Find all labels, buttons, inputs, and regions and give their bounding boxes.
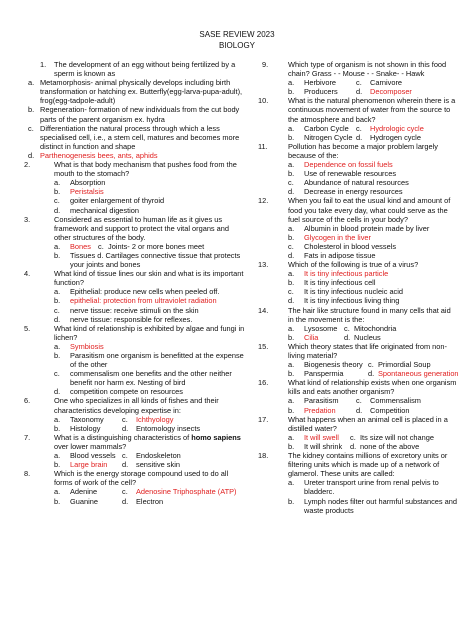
question-5 <box>24 324 246 397</box>
option-row-ac: a. Parasitism c. Commensalism <box>288 396 421 406</box>
option-b: b. It is tiny infectious cell <box>288 278 376 288</box>
option-d: Hydrogen cycle <box>370 132 421 142</box>
question-text: The development of an egg without being fertilized by a sperm is known as <box>54 60 236 79</box>
option-row-bd: b. Large brain d. sensitive skin <box>54 460 180 470</box>
option-c: Primordial Soup <box>378 360 431 370</box>
question-16 <box>258 378 458 414</box>
question-number: 11. <box>258 141 268 151</box>
option-text: Parthenogenesis bees, ants, aphids <box>40 150 158 160</box>
question-text: Considered as essential to human life as it gives us framework and support to protect the vital organs and other structures of the body. <box>54 214 230 242</box>
option-a: Herbivore <box>304 78 337 88</box>
question-text: One who specializes in all kinds of fishes and their characteristics developing expertise in: <box>54 396 219 415</box>
option-c: c. Cholesterol in blood vessels <box>288 241 397 251</box>
question-number: 18. <box>258 451 269 461</box>
option-b: Nitrogen Cycle <box>304 132 353 142</box>
option-row-bd: b. Predation d. Competition <box>288 405 410 415</box>
question-text: When you fail to eat the usual kind and amount of food you take every day, what could serve as the fuel source of the cells in your body? <box>288 196 451 224</box>
option-c-answer: Ichthyology <box>136 414 174 424</box>
option-d: Nucleus <box>354 332 381 342</box>
question-number: 15. <box>258 341 269 351</box>
option-row-ac: a. Biogenesis theory c. Primordial Soup <box>288 360 431 370</box>
option-row-bd: b. Cilia d. Nucleus <box>288 332 381 342</box>
option-b: Panspermia <box>304 369 344 379</box>
question-2 <box>24 160 246 215</box>
question-text: What is the natural phenomenon wherein there is a continuous movement of water from the source to the atmosphere and back? <box>288 96 456 124</box>
option-c: Mitochondria <box>354 323 397 333</box>
question-11 <box>258 142 458 197</box>
question-text: The hair like structure found in many cells that aid in the movement is the: <box>288 305 451 324</box>
left-column <box>24 60 246 506</box>
option-a: Taxonomy <box>70 414 104 424</box>
question-13 <box>258 260 458 305</box>
question-text: Which theory states that life originated from non-living material? <box>288 341 447 360</box>
option-text: Differentiation the natural process through which a less specialised cell, i.e., a stem cell, matures and becomes more distinct in function and shape <box>40 123 240 151</box>
homo-sapiens-bold: homo sapiens <box>191 432 241 442</box>
option-d: d. It is tiny infectious living thing <box>288 296 400 306</box>
option-b: b. Parasitism one organism is benefitted at the expense of the other <box>54 351 244 370</box>
option-b: It will shrink <box>304 441 343 451</box>
option-a: Adenine <box>70 487 98 497</box>
option-b: Histology <box>70 423 101 433</box>
option-d: d. mechanical digestion <box>54 205 140 215</box>
option-b: Producers <box>304 87 338 97</box>
option-row-bd: b. Guanine d. Electron <box>54 496 164 506</box>
option-a-answer: a. Dependence on fossil fuels <box>288 160 393 170</box>
option-c: c. Abundance of natural resources <box>288 178 409 188</box>
option-text: Metamorphosis- animal physically develops including birth transformation or hatching ex. Butterfly(egg-larva-pupa-adult), frog(egg-tadpole-adult) <box>40 78 243 106</box>
question-14 <box>258 306 458 342</box>
question-text: What kind of relationship exists when one organism kills and eats another organism? <box>288 378 457 397</box>
option-c: Carnivore <box>370 78 403 88</box>
question-text: What kind of tissue lines our skin and what is its important function? <box>54 269 244 288</box>
option-row-ac: a. Taxonomy c. Ichthyology <box>54 414 174 424</box>
question-number: 13. <box>258 260 269 270</box>
option-b-answer: Predation <box>304 405 336 415</box>
option-c: Commensalism <box>370 396 421 406</box>
question-text: What is a distinguishing characteristics of homo sapiens over lower mammals? <box>54 432 241 451</box>
option-b-answer: b. Glycogen in the liver <box>288 232 371 242</box>
question-6 <box>24 396 246 432</box>
option-a-answer: It will swell <box>304 432 339 442</box>
document-subject: BIOLOGY <box>218 41 255 50</box>
option-row-bd: b. Histology d. Entomology insects <box>54 423 201 433</box>
option-row-bd: b. It will shrink d. none of the above <box>288 441 420 451</box>
question-number: 6. <box>24 396 31 406</box>
option-a: a. Albumin in blood protein made by liver <box>288 223 430 233</box>
option-a-answer: a. It is tiny infectious particle <box>288 269 389 279</box>
question-8 <box>24 469 246 505</box>
option-b: b. Regeneration- formation of new individuals from the cut body parts of the parent organism ex. hydra <box>28 105 240 124</box>
question-number: 7. <box>24 432 31 442</box>
option-a-answer: a. Symbiosis <box>54 341 104 351</box>
option-row-ac: a. Blood vessels c. Endoskeleton <box>54 451 181 461</box>
option-d: d. Decrease in energy resources <box>288 187 403 197</box>
option-d: Electron <box>136 496 164 506</box>
question-10 <box>258 96 458 141</box>
question-9 <box>258 60 458 96</box>
question-number: 17. <box>258 414 269 424</box>
option-b-answer: Cilia <box>304 332 319 342</box>
question-text: Which of the following is true of a virus? <box>288 260 419 270</box>
option-d: sensitive skin <box>136 460 180 470</box>
option-c: c. It is tiny infectious nucleic acid <box>288 287 403 297</box>
option-a: a. Ureter transport urine from renal pelvis to bladderc. <box>288 478 439 497</box>
option-a: a. Absorption <box>54 178 106 188</box>
option-a: Blood vessels <box>70 451 116 461</box>
option-a-answer: Bones <box>70 241 91 251</box>
right-column <box>258 60 458 515</box>
option-row-ac: a. Carbon Cycle c. Hydrologic cycle <box>288 123 424 133</box>
question-text: Which is the energy storage compound used to do all forms of work of the cell? <box>54 469 229 488</box>
question-15 <box>258 342 458 378</box>
option-a: a. Metamorphosis- animal physically develops including birth transformation or hatching ex. Butterfly(egg-larva-pupa-adult), frog(egg-tadpole-adult) <box>28 78 243 106</box>
question-text: What kind of relationship is exhibited by algae and fungi in lichen? <box>54 323 245 342</box>
question-text: What happens when an animal cell is placed in a distilled water? <box>288 414 448 433</box>
option-a: Parasitism <box>304 396 339 406</box>
question-number: 12. <box>258 196 269 206</box>
question-number: 10. <box>258 96 269 106</box>
option-b: Guanine <box>70 496 98 506</box>
option-row-bd: b. Producers d. Decomposer <box>288 87 412 97</box>
option-c: c. Differentiation the natural process through which a less specialised cell, i.e., a stem cell, matures and becomes more distinct in function and shape <box>28 123 240 151</box>
option-row-bd: b. Nitrogen Cycle d. Hydrogen cycle <box>288 132 421 142</box>
option-c: c. nerve tissue: receive stimuli on the skin <box>54 305 199 315</box>
question-number: 9. <box>262 60 269 69</box>
option-text: Regeneration- formation of new individuals from the cut body parts of the parent organism ex. hydra <box>40 105 240 124</box>
option-row-ac: a. Bones c. Joints- 2 or more bones meet <box>54 241 205 251</box>
option-d-answer: d. Parthenogenesis bees, ants, aphids <box>28 150 158 160</box>
question-text: What is that body mechanism that pushes food from the mouth to the stomach? <box>54 160 237 179</box>
option-a: Lysosome <box>304 323 338 333</box>
option-d: none of the above <box>360 441 420 451</box>
question-number: 1. <box>40 60 47 69</box>
option-row-ac: a. Adenine c. Adenosine Triphosphate (ATP) <box>54 487 237 497</box>
question-1 <box>24 60 246 160</box>
question-number: 2. <box>24 160 31 170</box>
option-b-d: b. Tissues d. Cartilages connective tissue that protects your joints and bones <box>54 250 241 270</box>
option-a: Carbon Cycle <box>304 123 349 133</box>
option-a: a. Epithelial: produce new cells when peeled off. <box>54 287 220 297</box>
question-text: Which type of organism is not shown in this food chain? Grass - - Mouse - - Snake- - Hawk <box>288 60 447 79</box>
option-d: d. nerve tissue: responsible for reflexes. <box>54 314 193 324</box>
option-b-answer: Large brain <box>70 460 108 470</box>
option-d: d. competition compete on resources <box>54 387 183 397</box>
question-number: 4. <box>24 269 31 279</box>
option-c: Joints- 2 or more bones meet <box>108 241 205 251</box>
option-d-answer: Decomposer <box>370 87 412 97</box>
question-number: 14. <box>258 305 269 315</box>
question-text: The kidney contains millions of excretory units or filtering units which is made up of a network of glamerol. These units are called: <box>288 451 448 479</box>
question-4 <box>24 269 246 324</box>
question-17 <box>258 415 458 451</box>
question-text: Pollution has become a major problem largely because of the: <box>288 141 438 160</box>
question-18 <box>258 451 458 515</box>
option-row-ac: a. Lysosome c. Mitochondria <box>288 323 397 333</box>
question-7 <box>24 433 246 469</box>
option-d-answer: Spontaneous generation <box>378 369 459 379</box>
option-d: Entomology insects <box>136 423 201 433</box>
question-12 <box>258 196 458 260</box>
option-a: Biogenesis theory <box>304 360 363 370</box>
document-title: SASE REVIEW 2023 <box>199 30 275 39</box>
question-3 <box>24 215 246 270</box>
option-c: c. commensalism one benefits and the other neither benefit nor harm ex. Nesting of bird <box>54 369 232 388</box>
option-c: c. goiter enlargement of thyroid <box>54 196 165 206</box>
option-b: b. Lymph nodes filter out harmful substances and waste products <box>288 496 457 515</box>
option-row-ac: a. Herbivore c. Carnivore <box>288 78 403 88</box>
option-row-ac: a. It will swell c. Its size will not change <box>288 432 434 442</box>
option-b-answer: b. epithelial: protection from ultraviolet radiation <box>54 296 217 306</box>
option-c-answer: Adenosine Triphosphate (ATP) <box>136 487 237 497</box>
option-c-answer: Hydrologic cycle <box>370 123 424 133</box>
option-c: Its size will not change <box>360 432 434 442</box>
question-number: 3. <box>24 214 31 224</box>
option-b-answer: b. Peristalsis <box>54 187 104 197</box>
option-row-bd: b. Panspermia d. Spontaneous generation <box>288 369 459 379</box>
option-b: b. Use of renewable resources <box>288 169 397 179</box>
option-d: Competition <box>370 405 410 415</box>
option-c: Endoskeleton <box>136 451 181 461</box>
question-number: 16. <box>258 378 269 388</box>
question-number: 8. <box>24 469 31 479</box>
question-number: 5. <box>24 323 31 333</box>
option-d: d. Fats in adipose tissue <box>288 250 376 260</box>
